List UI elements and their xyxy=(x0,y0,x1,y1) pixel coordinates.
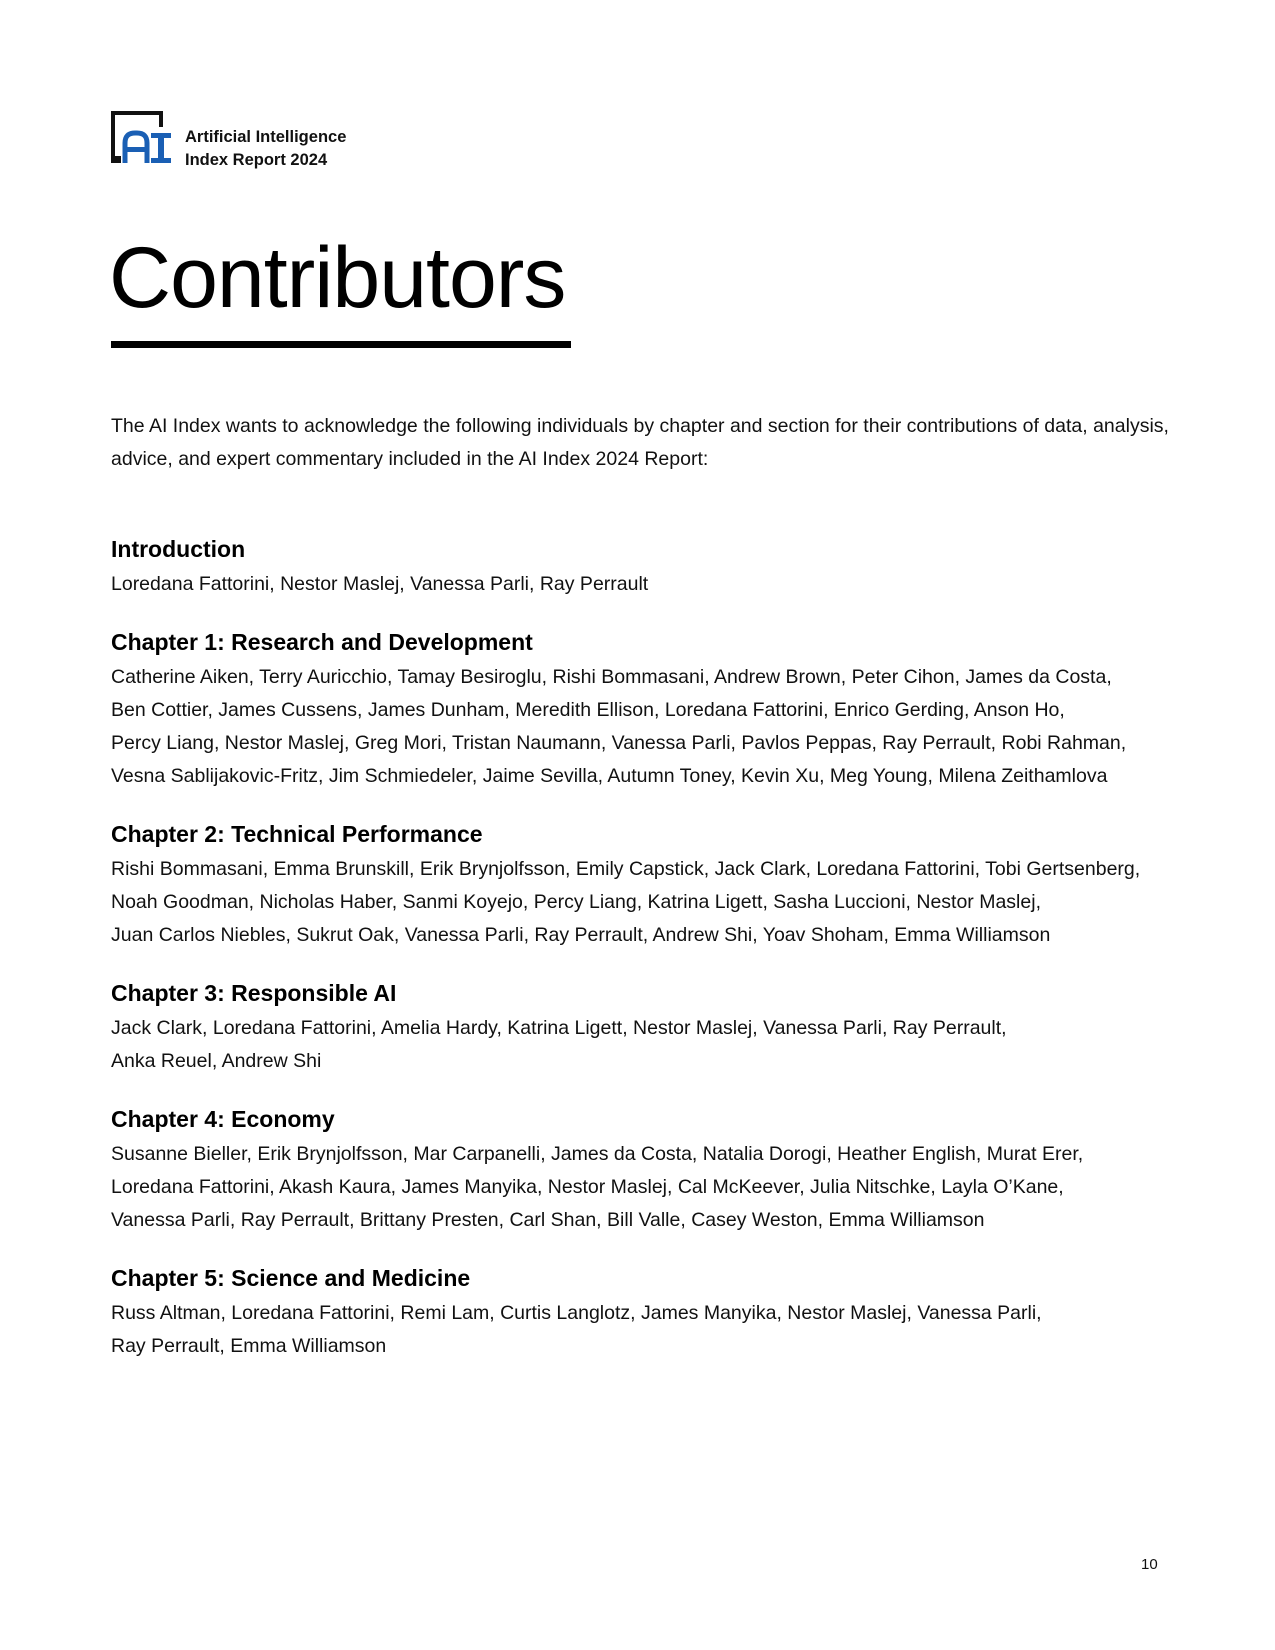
section-heading: Chapter 2: Technical Performance xyxy=(111,821,483,847)
page-number: 10 xyxy=(1141,1556,1158,1573)
section-heading: Chapter 5: Science and Medicine xyxy=(111,1265,471,1291)
contributor-line: Noah Goodman, Nicholas Haber, Sanmi Koyejo, Percy Liang, Katrina Ligett, Sasha Luccioni, Nestor Maslej, xyxy=(111,891,1041,913)
contributor-line: Ben Cottier, James Cussens, James Dunham, Meredith Ellison, Loredana Fattorini, Enrico Gerding, Anson Ho, xyxy=(111,699,1065,721)
contributor-line: Vesna Sablijakovic-Fritz, Jim Schmiedeler, Jaime Sevilla, Autumn Toney, Kevin Xu, Meg Young, Milena Zeithamlova xyxy=(111,765,1108,787)
contributor-line: Juan Carlos Niebles, Sukrut Oak, Vanessa Parli, Ray Perrault, Andrew Shi, Yoav Shoham, Emma Williamson xyxy=(111,924,1051,946)
report-title-line2: Index Report 2024 xyxy=(185,151,328,169)
contributor-line: Loredana Fattorini, Nestor Maslej, Vanessa Parli, Ray Perrault xyxy=(111,573,649,595)
title-underline xyxy=(111,341,571,348)
contributor-list xyxy=(111,853,1181,952)
contributor-line: Vanessa Parli, Ray Perrault, Brittany Presten, Carl Shan, Bill Valle, Casey Weston, Emma Williamson xyxy=(111,1209,985,1231)
section-chapter-2 xyxy=(111,819,1181,952)
section-chapter-3 xyxy=(111,978,1181,1078)
contributor-line: Jack Clark, Loredana Fattorini, Amelia Hardy, Katrina Ligett, Nestor Maslej, Vanessa Parli, Ray Perrault, xyxy=(111,1017,1007,1039)
contributor-line: Susanne Bieller, Erik Brynjolfsson, Mar Carpanelli, James da Costa, Natalia Dorogi, Heather English, Murat Erer, xyxy=(111,1143,1084,1165)
contributor-line: Loredana Fattorini, Akash Kaura, James Manyika, Nestor Maslej, Cal McKeever, Julia Nitschke, Layla O’Kane, xyxy=(111,1176,1064,1198)
contributor-list xyxy=(111,1138,1181,1237)
contributor-list xyxy=(111,1297,1181,1363)
section-chapter-4 xyxy=(111,1104,1181,1237)
section-heading: Introduction xyxy=(111,536,246,562)
contributor-list xyxy=(111,1012,1181,1078)
section-introduction xyxy=(111,534,1181,601)
report-title-line1: Artificial Intelligence xyxy=(185,128,347,146)
contributor-line: Anka Reuel, Andrew Shi xyxy=(111,1050,322,1072)
contributor-list xyxy=(111,568,1181,601)
contributor-list xyxy=(111,661,1181,793)
report-title xyxy=(185,126,346,172)
contributor-line: Ray Perrault, Emma Williamson xyxy=(111,1335,387,1357)
page-title: Contributors xyxy=(109,230,566,326)
report-header xyxy=(111,111,346,172)
section-heading: Chapter 4: Economy xyxy=(111,1106,335,1132)
section-heading: Chapter 1: Research and Development xyxy=(111,629,533,655)
section-chapter-1 xyxy=(111,627,1181,793)
ai-index-logo xyxy=(111,111,173,165)
contributor-line: Catherine Aiken, Terry Auricchio, Tamay Besiroglu, Rishi Bommasani, Andrew Brown, Peter Cihon, James da Costa, xyxy=(111,666,1112,688)
intro-paragraph: The AI Index wants to acknowledge the following individuals by chapter and section for their contributions of data, analysis, advice, and expert commentary included in the AI Index 2024 Report: xyxy=(111,415,1169,470)
contributor-sections xyxy=(111,534,1181,1389)
contributor-line: Rishi Bommasani, Emma Brunskill, Erik Brynjolfsson, Emily Capstick, Jack Clark, Loredana Fattorini, Tobi Gertsenberg, xyxy=(111,858,1141,880)
contributor-line: Russ Altman, Loredana Fattorini, Remi Lam, Curtis Langlotz, James Manyika, Nestor Maslej, Vanessa Parli, xyxy=(111,1302,1042,1324)
section-heading: Chapter 3: Responsible AI xyxy=(111,980,397,1006)
section-chapter-5 xyxy=(111,1263,1181,1363)
contributor-line: Percy Liang, Nestor Maslej, Greg Mori, Tristan Naumann, Vanessa Parli, Pavlos Peppas, Ray Perrault, Robi Rahman, xyxy=(111,732,1127,754)
